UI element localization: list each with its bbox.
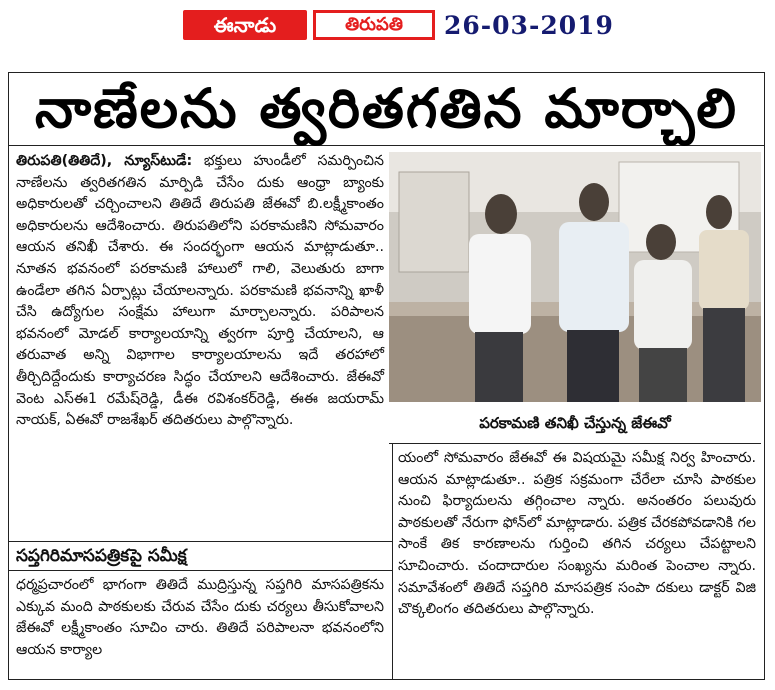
headline: నాణేలను త్వరితగతిన మార్చాలి: [35, 77, 738, 140]
article-paragraph: [16, 151, 384, 432]
eenadu-logo: ఈనాడు: [183, 10, 307, 40]
publication-date: 26-03-2019: [444, 11, 614, 40]
article-body: భక్తులు హుండీలో సమర్పించిన నాణేలను త్వరితగతిన మార్పిడి చేసేం దుకు ఆంధ్రా బ్యాంకు అధికారులతో చర్చించాలని తితిదే తిరుపతి జేఈవో బి.లక్ష్మీకాంతం అధికారులను ఆదేశించారు. తిరుపతిలోని పరకామణిని సోమవారం ఆయన తనిఖీ చేశారు. ఈ సందర్భంగా ఆయన మాట్లాడుతూ.. నూతన భవనంలో పరకామణి హాలులో గాలి, వెలుతురు బాగా ఉండేలా తగిన ఏర్పాట్లు చేయాలన్నారు. పరకామణి భవనాన్ని ఖాళీ చేసి ఉద్యోగుల సంక్షేమ హాలుగా మార్చాలన్నారు. పరిపాలన భవనంలో మోడల్ కార్యాలయాన్ని త్వరగా పూర్తి చేయాలని, ఆ తరువాత అన్ని విభాగాల కార్యాలయాలను ఇదే తరహాలో తీర్చిదిద్దేందుకు కార్యాచరణ సిద్ధం చేయాలని ఆదేశించారు. జేఈవో వెంట ఎస్‌ఈ1 రమేష్‌రెడ్డి, డీఈ రవిశంకర్‌రెడ్డి, ఈఈ జయరామ్ నాయక్, ఏఈవో రాజశేఖర్ తదితరులు పాల్గొన్నారు.: [16, 153, 384, 429]
masthead: [0, 6, 775, 40]
subsection-paragraph-left: ధర్మప్రచారంలో భాగంగా తితిదే ముద్రిస్తున్న సప్తగిరి మాసపత్రికను ఎక్కువ మంది పాఠకులకు చేరువ చేసేం దుకు చర్యలు తీసుకోవాలని జేఈవో లక్ష్మీకాంతం సూచిం చారు. తితిదే పరిపాలనా భవనంలోని ఆయన కార్యాల: [16, 577, 384, 658]
photo-caption: పరకామణి తనిఖీ చేస్తున్న జేఈవో: [389, 403, 761, 444]
subsection-paragraph-right: యంలో సోమవారం జేఈవో ఈ విషయమై సమీక్ష నిర్వ హించారు. ఆయన మాట్లాడుతూ.. పత్రిక సక్రమంగా చేరేలా చూసి పాఠకుల నుంచి ఫిర్యాదులను తగ్గించాల న్నారు. అనంతరం పలువురు పాఠకులతో నేరుగా ఫోన్‌లో మాట్లాడారు. పత్రిక చేరకపోవడానికి గల సాంకే తిక కారణాలను గుర్తించి తగిన చర్యలు చేపట్టాలని సూచించారు. చందాదారుల సంఖ్యను మరింత పెంచాల న్నారు. సమావేశంలో తితిదే సప్తగిరి మాసపత్రిక సంపా దకులు డాక్టర్ విజి చొక్కలింగం తదితరులు పాల్గొన్నారు.: [398, 450, 756, 618]
subsection-right-column: [398, 448, 756, 621]
subheading: సప్తగిరిమాసపత్రికపై సమీక్ష: [16, 546, 187, 566]
news-photo: [389, 152, 761, 402]
divider: [8, 541, 392, 542]
officials-inspection-photo-icon: [389, 152, 761, 402]
subsection-left-column: [16, 575, 384, 661]
dateline: తిరుపతి(తితిదే), న్యూస్‌టుడే:: [16, 153, 193, 169]
column-divider: [392, 443, 393, 680]
divider: [8, 570, 392, 571]
city-edition-label: తిరుపతి: [313, 10, 435, 40]
headline-box: [8, 72, 765, 146]
article-left-column: [16, 151, 384, 432]
